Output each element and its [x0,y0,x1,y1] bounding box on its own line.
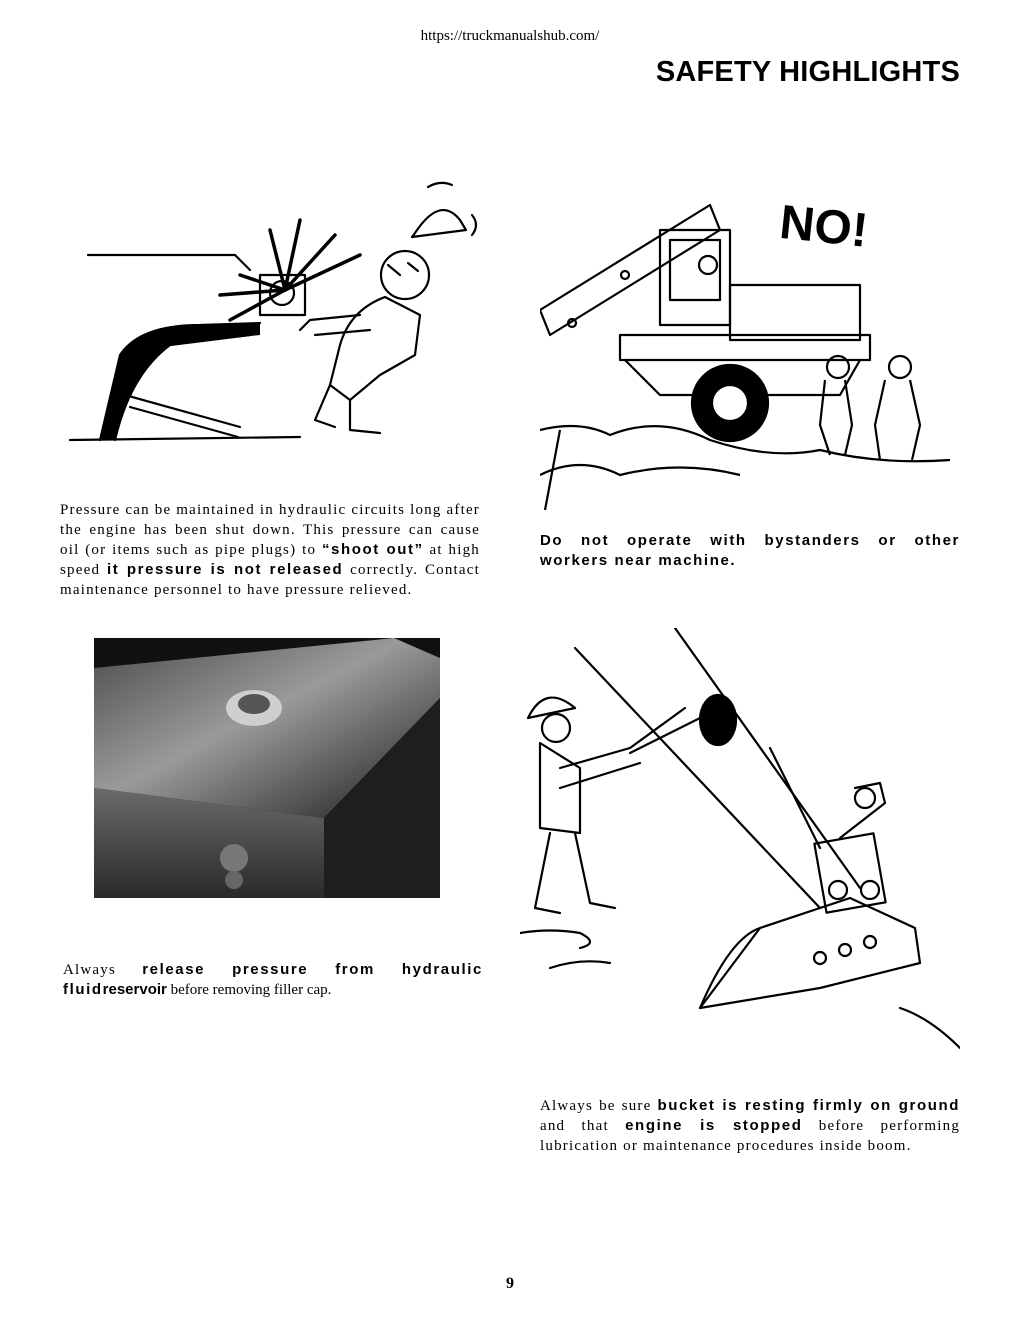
hydraulic-spray-illustration [60,175,500,455]
bucket-resting-illustration [520,628,960,1053]
no-sign: NO! [777,195,871,258]
caption-reservoir: Always release pressure from hydraulic fluidreservoir before removing filler cap. [63,961,483,998]
crane-bystanders-illustration [540,175,960,510]
caption-bucket: Always be sure bucket is resting firmly on ground and that engine is stopped before performing lubrication or maintenance procedures inside boom. [540,1097,961,1154]
reservoir-photo [94,638,440,898]
source-url: https://truckmanualshub.com/ [420,28,600,44]
caption-pressure: Pressure can be maintained in hydraulic circuits long after the engine has been shut down. This pressure can cause oil (or items such as pipe plugs) to “shoot out” at high speed it pressure is not released correctly. Contact maintenance personnel to have pressure relieved. [60,502,480,598]
page-title: SAFETY HIGHLIGHTS [655,56,960,88]
page-number: 9 [506,1275,514,1292]
caption-bystanders: Do not operate with bystanders or other workers near machine. [540,532,960,569]
